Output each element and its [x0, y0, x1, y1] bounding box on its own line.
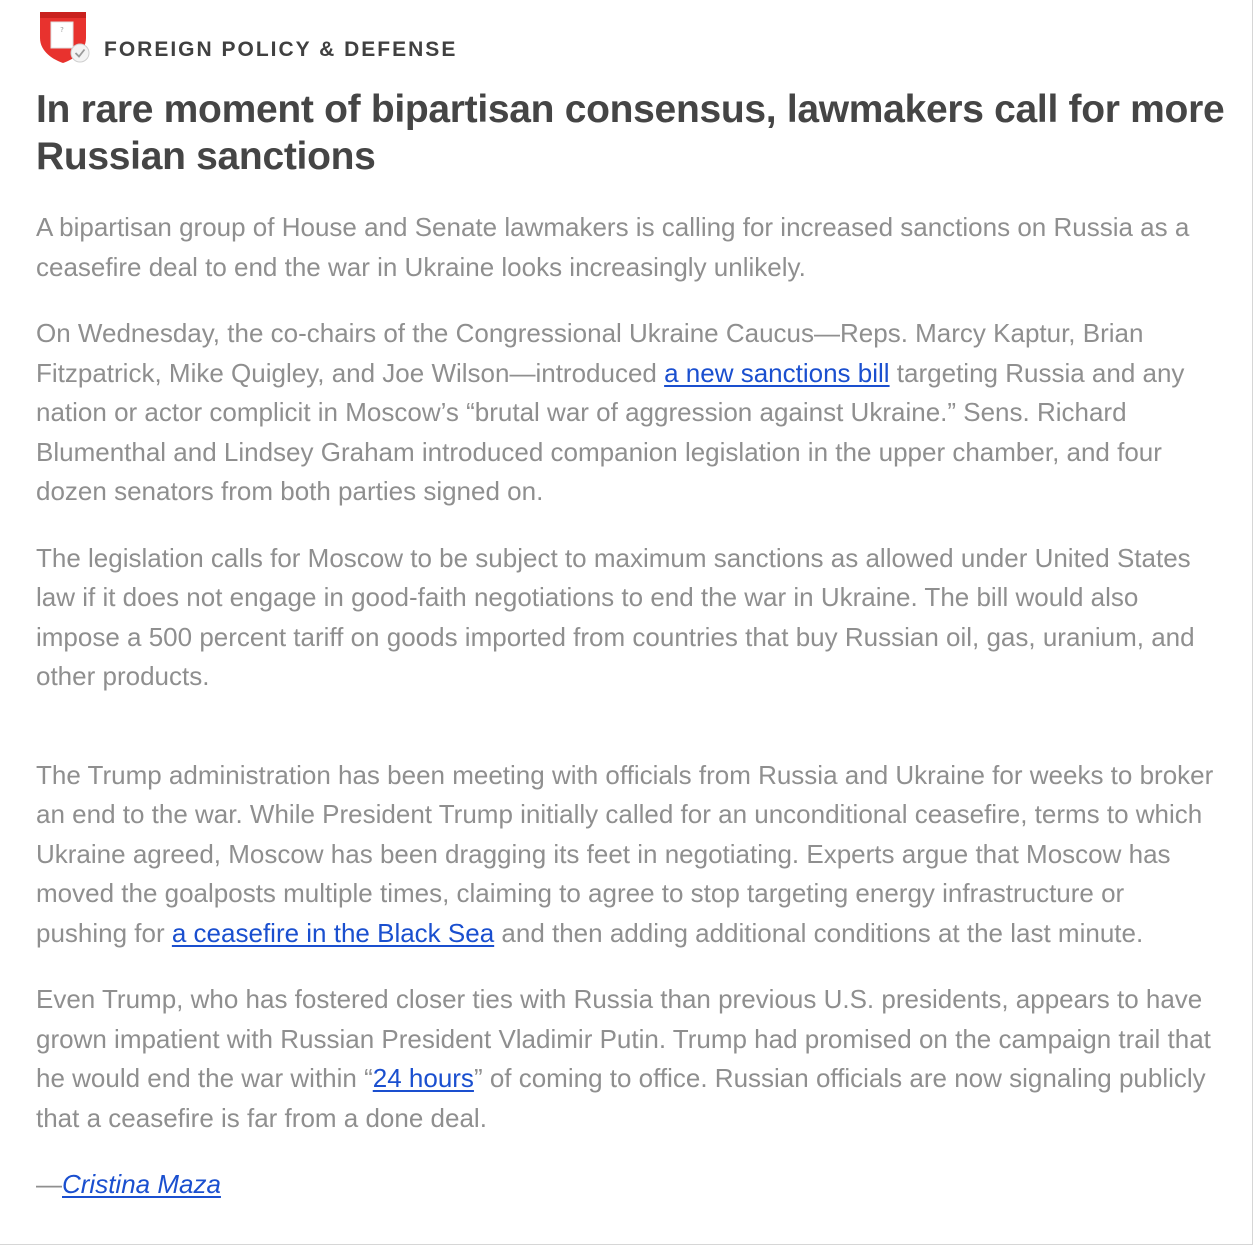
headline: In rare moment of bipartisan consensus, lawmakers call for more Russian sanctions: [36, 88, 1225, 178]
author-link[interactable]: Cristina Maza: [62, 1169, 221, 1199]
paragraph-text: ” of coming to office. Russian officials are now signaling publicly that a ceasefire is far from a done deal.: [36, 1063, 1206, 1133]
svg-text:?: ?: [60, 26, 64, 34]
paragraph-text: The Trump administration has been meeting with officials from Russia and Ukraine for weeks to broker an end to the war. While President Trump initially called for an unconditional ceasefire, terms to which Ukraine agreed, Moscow has been dragging its feet in negotiating. Experts argue that Moscow has moved the goalposts multiple times, claiming to agree to stop targeting energy infrastructure or pushing for: [36, 759, 1214, 948]
paragraph-caucus: [36, 314, 1221, 512]
article-header: [36, 8, 457, 64]
24-hours-link[interactable]: 24 hours: [372, 1063, 474, 1093]
paragraph-text: targeting Russia and any nation or actor complicit in Moscow’s “brutal war of aggression against Ukraine.” Sens. Richard Blumenthal and Lindsey Graham introduced companion legislation in the upper chamber, and four dozen senators from both parties signed on.: [36, 357, 1185, 506]
paragraph-trump: [36, 980, 1221, 1138]
sanctions-bill-link[interactable]: a new sanctions bill: [664, 357, 890, 388]
paragraph-intro: A bipartisan group of House and Senate lawmakers is calling for increased sanctions on Russia as a ceasefire deal to end the war in Ukraine looks increasingly unlikely.: [36, 212, 1190, 282]
section-label: FOREIGN POLICY & DEFENSE: [104, 38, 458, 61]
article-body: [36, 208, 1221, 1205]
shield-icon: [36, 8, 90, 64]
byline: [36, 1165, 1221, 1205]
paragraph-text: Even Trump, who has fostered closer ties with Russia than previous U.S. presidents, appears to have grown impatient with Russian President Vladimir Putin. Trump had promised on the campaign trail that he would end the war within “: [36, 984, 1211, 1093]
paragraph-text: On Wednesday, the co-chairs of the Congressional Ukraine Caucus—Reps. Marcy Kaptur, Brian Fitzpatrick, Mike Quigley, and Joe Wilson—introduced: [36, 318, 1144, 388]
paragraph-text: and then adding additional conditions at the last minute.: [494, 917, 1144, 948]
black-sea-ceasefire-link[interactable]: a ceasefire in the Black Sea: [171, 917, 495, 948]
paragraph-legislation: The legislation calls for Moscow to be subject to maximum sanctions as allowed under United States law if it does not engage in good-faith negotiations to end the war in Ukraine. The bill would also impose a 500 percent tariff on goods imported from countries that buy Russian oil, gas, uranium, and other products.: [36, 542, 1195, 691]
paragraph-administration: [36, 756, 1221, 954]
byline-dash: —: [36, 1169, 62, 1199]
